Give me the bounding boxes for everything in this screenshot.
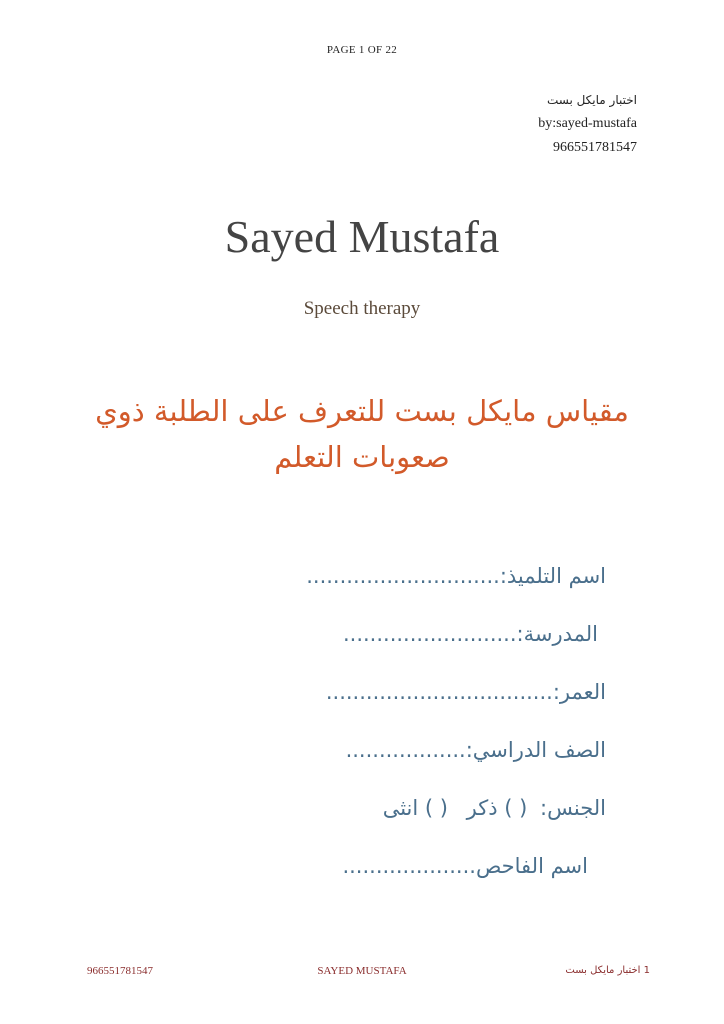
page-number-label: PAGE 1 OF 22 [326, 44, 398, 56]
school-field: المدرسة:.......................... [342, 622, 598, 646]
author-text: by:sayed-mustafa [538, 116, 637, 131]
test-name-text: اختبار مايكل بست [546, 93, 637, 107]
document-title: Sayed Mustafa [224, 211, 500, 262]
grade-field: الصف الدراسي:.................. [345, 738, 606, 762]
gender-field [146, 788, 606, 846]
student-name-field: اسم التلميذ:............................. [306, 564, 606, 588]
phone-text: 966551781547 [553, 140, 637, 155]
student-info-form [146, 556, 606, 904]
footer-phone: 966551781547 [87, 965, 153, 977]
scale-heading [60, 388, 664, 480]
age-field: العمر:.................................. [325, 680, 606, 704]
gender-male-option: ( ) ذكر [466, 796, 528, 820]
scale-heading-line-2: صعوبات التعلم [274, 440, 450, 474]
document-info-block [538, 88, 637, 160]
gender-female-option: ( ) انثى [382, 796, 448, 820]
gender-label: الجنس: [540, 796, 606, 820]
footer-author: SAYED MUSTAFA [317, 965, 407, 977]
examiner-name-field: اسم الفاحص.................... [342, 854, 588, 878]
footer-page-title: 1 اختبار مايكل بست [565, 965, 650, 976]
scale-heading-line-1: مقياس مايكل بست للتعرف على الطلبة ذوي [95, 394, 629, 428]
document-subtitle: Speech therapy [303, 298, 421, 319]
